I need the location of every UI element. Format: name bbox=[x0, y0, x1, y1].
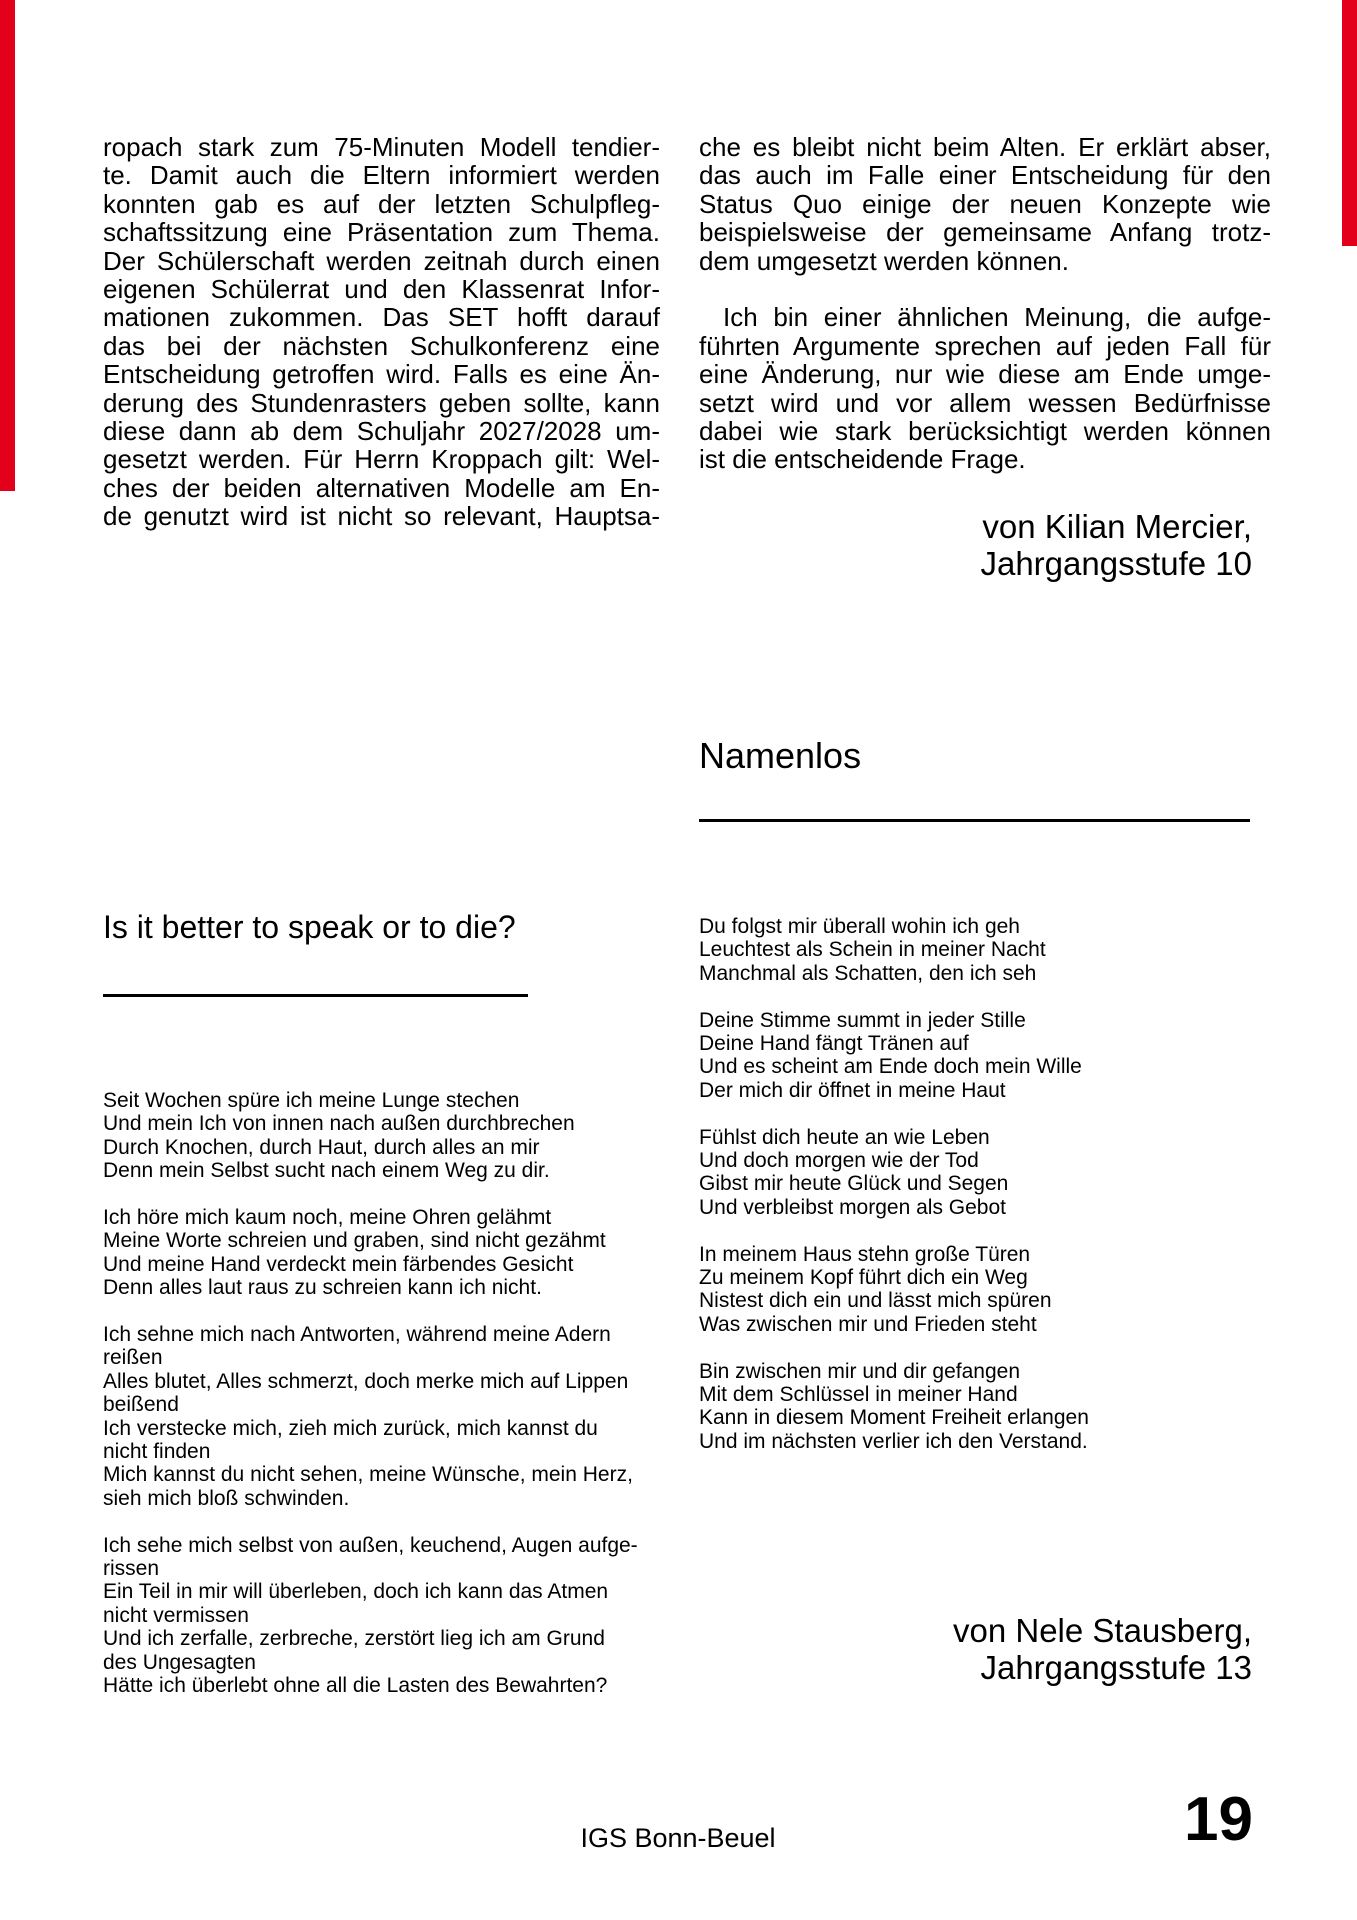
article-line: Ich bin einer ähnlichen Meinung, die aufge- bbox=[723, 302, 1271, 333]
poem-byline bbox=[699, 1612, 1252, 1686]
poem-line: Und ich zerfalle, zerbreche, zerstört lieg ich am Grund bbox=[103, 1627, 605, 1651]
article-line: gesetzt werden. Für Herrn Kroppach gilt: Wel- bbox=[103, 444, 660, 475]
red-edge-bar-right bbox=[1342, 0, 1357, 246]
poem-line: Alles blutet, Alles schmerzt, doch merke mich auf Lippen bbox=[103, 1369, 629, 1393]
poem-line: Und es scheint am Ende doch mein Wille bbox=[699, 1055, 1082, 1079]
poem-stanza bbox=[699, 1243, 1271, 1337]
article-column-right bbox=[699, 133, 1271, 474]
byline-grade: Jahrgangsstufe 13 bbox=[980, 1649, 1252, 1686]
article-column-left bbox=[103, 133, 660, 531]
poem-line: Seit Wochen spüre ich meine Lunge stechen bbox=[103, 1089, 520, 1112]
article-line: konnten gab es auf der letzten Schulpfleg- bbox=[103, 188, 660, 219]
article-line: dem umgesetzt werden können. bbox=[699, 245, 1069, 276]
article-line: mationen zukommen. Das SET hofft darauf bbox=[103, 302, 660, 333]
poem-line: Und im nächsten verlier ich den Verstand. bbox=[699, 1429, 1088, 1453]
poem-line: Ich höre mich kaum noch, meine Ohren gelähmt bbox=[103, 1206, 552, 1230]
article-line: Der Schülerschaft werden zeitnah durch einen bbox=[103, 245, 660, 276]
article-line: dabei wie stark berücksichtigt werden können bbox=[699, 416, 1271, 447]
byline-author: von Kilian Mercier, bbox=[982, 508, 1252, 545]
poem-line: des Ungesagten bbox=[103, 1650, 256, 1674]
article-line: das bei der nächsten Schulkonferenz eine bbox=[103, 330, 660, 361]
article-line: ches der beiden alternativen Modelle am En- bbox=[103, 472, 660, 503]
article-byline bbox=[699, 508, 1252, 582]
poem-line: Deine Hand fängt Tränen auf bbox=[699, 1032, 969, 1056]
footer-school-name: IGS Bonn-Beuel bbox=[580, 1823, 776, 1853]
article-line: setzt wird und vor allem wessen Bedürfnisse bbox=[699, 387, 1271, 418]
article-line: diese dann ab dem Schuljahr 2027/2028 um- bbox=[103, 416, 660, 447]
poem-line: Du folgst mir überall wohin ich geh bbox=[699, 915, 1020, 938]
poem-line: reißen bbox=[103, 1346, 163, 1370]
article-line: ist die entscheidende Frage. bbox=[699, 444, 1026, 475]
article-line: te. Damit auch die Eltern informiert werden bbox=[103, 160, 660, 191]
poem-line: Bin zwischen mir und dir gefangen bbox=[699, 1359, 1021, 1383]
poem-line: Und mein Ich von innen nach außen durchbrechen bbox=[103, 1112, 575, 1136]
article-line: de genutzt wird ist nicht so relevant, Hauptsa- bbox=[103, 501, 660, 532]
article-line: che es bleibt nicht beim Alten. Er erklärt abser, bbox=[699, 132, 1271, 162]
poem-stanza bbox=[103, 1534, 660, 1698]
poem-line: Der mich dir öffnet in meine Haut bbox=[699, 1078, 1006, 1102]
article-line: schaftssitzung eine Präsentation zum Thema. bbox=[103, 217, 660, 248]
poem-line: Hätte ich überlebt ohne all die Lasten des Bewahrten? bbox=[103, 1674, 608, 1698]
poem-line: beißend bbox=[103, 1393, 179, 1417]
article-line: eine Änderung, nur wie diese am Ende umge- bbox=[699, 359, 1271, 390]
article-paragraph bbox=[699, 303, 1271, 473]
poem-stanza bbox=[103, 1089, 660, 1183]
article-line: derung des Stundenrasters geben sollte, kann bbox=[103, 387, 660, 418]
byline-author: von Nele Stausberg, bbox=[952, 1612, 1252, 1649]
article-line: führten Argumente sprechen auf jeden Fall für bbox=[699, 330, 1271, 361]
poem-line: Kann in diesem Moment Freiheit erlangen bbox=[699, 1406, 1089, 1430]
poem-stanza bbox=[699, 1360, 1271, 1454]
poem-line: Und meine Hand verdeckt mein färbendes Gesicht bbox=[103, 1252, 574, 1276]
poem-stanza bbox=[103, 1323, 660, 1510]
poem-stanza bbox=[103, 1206, 660, 1300]
poem-stanza bbox=[699, 915, 1271, 985]
article-line: Status Quo einige der neuen Konzepte wie bbox=[699, 188, 1271, 219]
poem-speak-body bbox=[103, 1089, 660, 1698]
article-line: eigenen Schülerrat und den Klassenrat Infor- bbox=[103, 274, 660, 305]
poem-line: nicht finden bbox=[103, 1440, 211, 1464]
poem-line: Und verbleibst morgen als Gebot bbox=[699, 1195, 1006, 1219]
poem-line: Leuchtest als Schein in meiner Nacht bbox=[699, 938, 1046, 962]
poem-line: Ich sehne mich nach Antworten, während meine Adern bbox=[103, 1323, 611, 1347]
poem-line: Nistest dich ein und lässt mich spüren bbox=[699, 1289, 1052, 1313]
poem-namenlos-body bbox=[699, 915, 1271, 1453]
poem-line: Und doch morgen wie der Tod bbox=[699, 1149, 979, 1173]
poem-line: Ein Teil in mir will überleben, doch ich kann das Atmen bbox=[103, 1580, 609, 1604]
poem-line: sieh mich bloß schwinden. bbox=[103, 1486, 350, 1510]
poem-line: Mich kannst du nicht sehen, meine Wünsche, mein Herz, bbox=[103, 1463, 633, 1487]
page-number: 19 bbox=[1184, 1785, 1253, 1854]
byline-grade: Jahrgangsstufe 10 bbox=[980, 545, 1252, 582]
poem-title-speak: Is it better to speak or to die? bbox=[103, 909, 516, 945]
poem-line: Ich verstecke mich, zieh mich zurück, mich kannst du bbox=[103, 1416, 598, 1440]
article-paragraph bbox=[699, 133, 1271, 275]
poem-line: rissen bbox=[103, 1557, 160, 1581]
poem-line: Was zwischen mir und Frieden steht bbox=[699, 1312, 1037, 1336]
red-edge-bar-left bbox=[0, 0, 15, 491]
poem-line: Denn mein Selbst sucht nach einem Weg zu dir. bbox=[103, 1159, 550, 1183]
poem-stanza bbox=[699, 1126, 1271, 1220]
poem-line: Ich sehe mich selbst von außen, keuchend, Augen aufge- bbox=[103, 1533, 638, 1557]
poem-line: Denn alles laut raus zu schreien kann ich nicht. bbox=[103, 1276, 542, 1300]
poem-line: Meine Worte schreien und graben, sind nicht gezähmt bbox=[103, 1229, 606, 1253]
poem-line: nicht vermissen bbox=[103, 1603, 249, 1627]
poem-stanza bbox=[699, 1009, 1271, 1103]
article-line: das auch im Falle einer Entscheidung für den bbox=[699, 160, 1271, 191]
poem-line: Zu meinem Kopf führt dich ein Weg bbox=[699, 1266, 1028, 1290]
poem-line: Mit dem Schlüssel in meiner Hand bbox=[699, 1383, 1018, 1407]
poem-line: Gibst mir heute Glück und Segen bbox=[699, 1172, 1009, 1196]
poem-line: In meinem Haus stehn große Türen bbox=[699, 1242, 1031, 1266]
article-line: ropach stark zum 75-Minuten Modell tendier- bbox=[103, 132, 660, 162]
title-rule-left bbox=[103, 994, 528, 997]
poem-line: Durch Knochen, durch Haut, durch alles an mir bbox=[103, 1135, 540, 1159]
poem-title-namenlos: Namenlos bbox=[699, 735, 862, 776]
poem-line: Fühlst dich heute an wie Leben bbox=[699, 1125, 990, 1149]
article-line: beispielsweise der gemeinsame Anfang trotz- bbox=[699, 217, 1271, 248]
article-line: Entscheidung getroffen wird. Falls es eine Än- bbox=[103, 359, 660, 390]
poem-line: Manchmal als Schatten, den ich seh bbox=[699, 961, 1037, 985]
title-rule-right bbox=[699, 819, 1250, 822]
poem-line: Deine Stimme summt in jeder Stille bbox=[699, 1008, 1026, 1032]
